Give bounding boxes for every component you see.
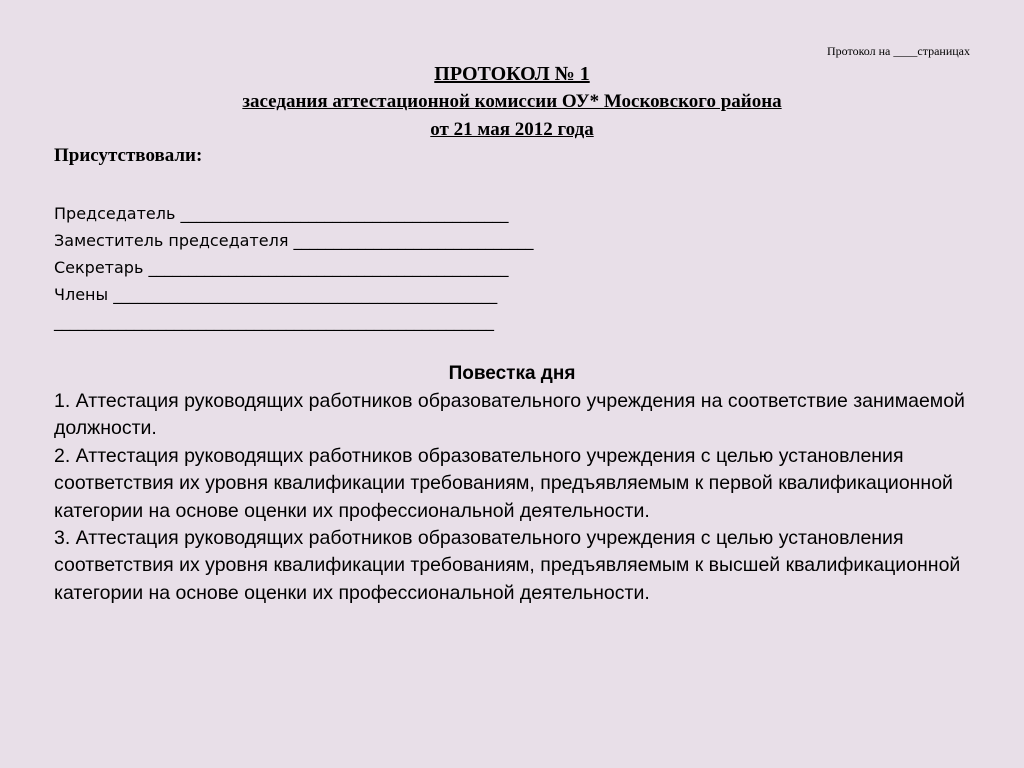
- attendee-extra-line: _______________________________________________________: [54, 312, 494, 331]
- agenda-item-1: 1. Аттестация руководящих работников образовательного учреждения на соответствие занимаемой должности.: [54, 390, 965, 440]
- present-label: Присутствовали:: [54, 145, 203, 166]
- attendee-chairman: Председатель _________________________________________: [54, 204, 509, 223]
- attendee-members: Члены ________________________________________________: [54, 285, 498, 304]
- agenda-title: Повестка дня: [448, 363, 576, 384]
- attendee-secretary: Секретарь _____________________________________________: [54, 258, 509, 277]
- agenda-item-3: 3. Аттестация руководящих работников образовательного учреждения с целью установления соответствия их уровня квалификации требованиям, предъявляемым к высшей квалификационной категории на основе оценки их профессиональной деятельности.: [54, 527, 961, 604]
- agenda-list: [54, 388, 984, 607]
- agenda-item-2: 2. Аттестация руководящих работников образовательного учреждения с целью установления соответствия их уровня квалификации требованиям, предъявляемым к первой квалификационной категории на основе оценки их профессиональной деятельности.: [54, 444, 953, 522]
- protocol-header: [0, 60, 1024, 144]
- protocol-title: ПРОТОКОЛ № 1: [434, 63, 590, 85]
- protocol-date: от 21 мая 2012 года: [430, 119, 594, 140]
- pages-count-note: Протокол на ____страницах: [826, 44, 970, 58]
- attendee-vice-chairman: Заместитель председателя ______________________________: [54, 231, 534, 250]
- protocol-subtitle: заседания аттестационной комиссии ОУ* Московского района: [242, 91, 782, 112]
- attendees-list: [54, 200, 534, 335]
